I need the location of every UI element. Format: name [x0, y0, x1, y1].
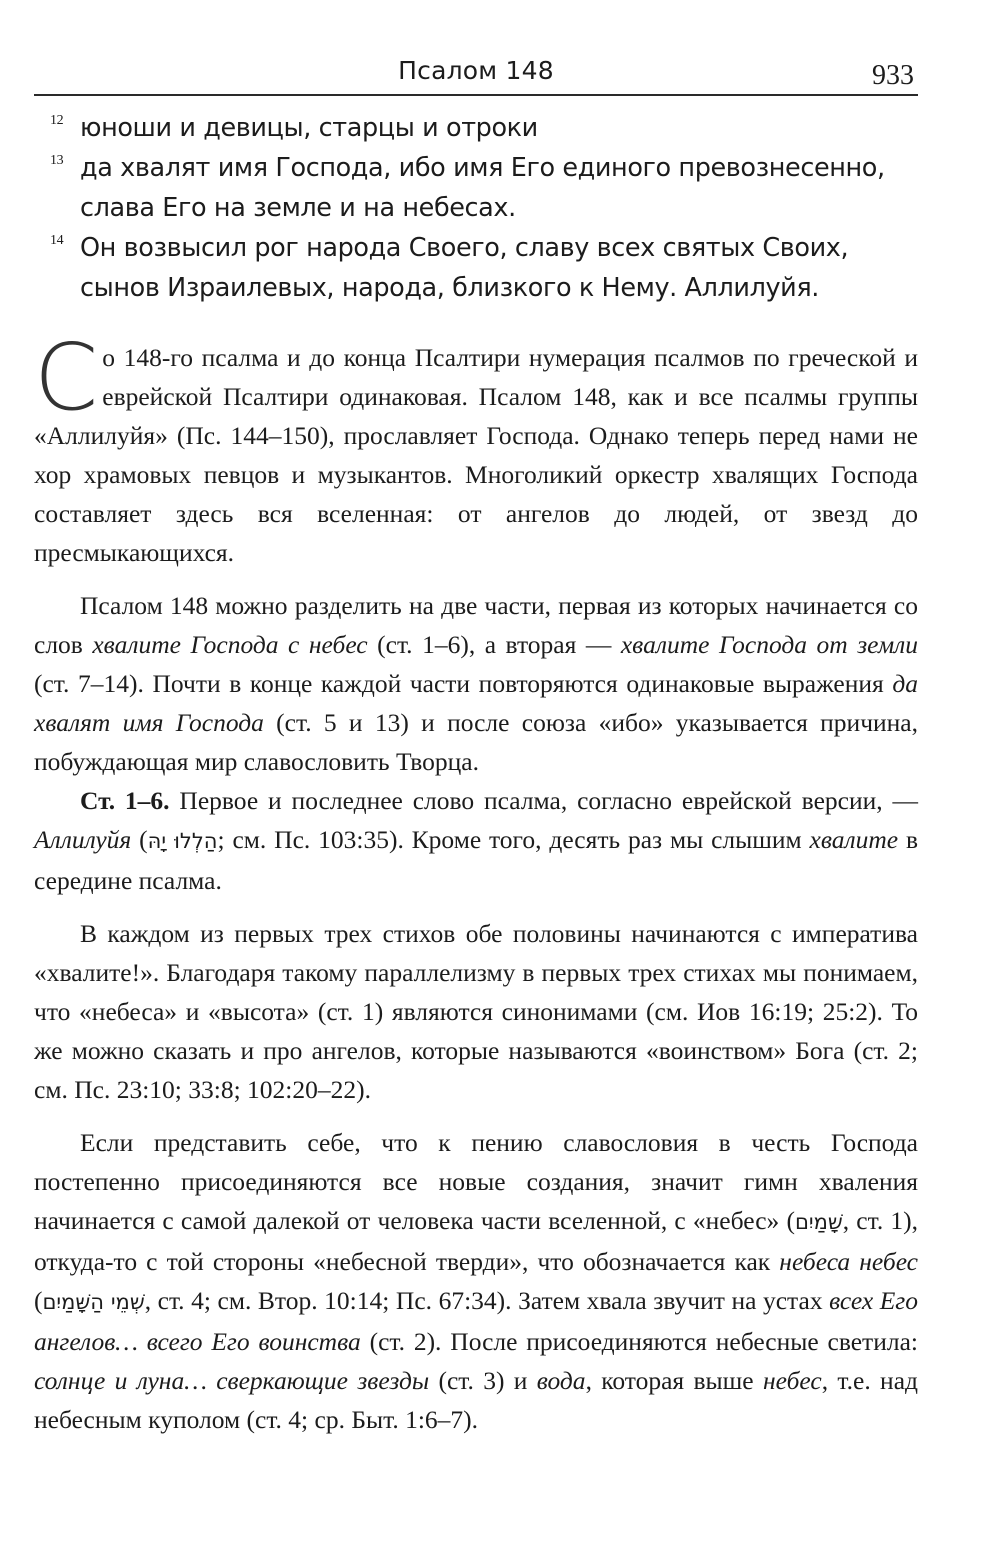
text-run: Первое и последнее слово псалма, согласно еврейской версии, —: [169, 786, 918, 815]
commentary-paragraph-creation: [34, 1123, 918, 1439]
text-run: , ст. 4; см. Втор. 10:14; Пс. 67:34). Затем хвала звучит на устах: [144, 1286, 830, 1315]
psalm-text: [34, 108, 918, 308]
text-run: ; см. Пс. 103:35). Кроме того, десять раз мы слышим: [217, 825, 810, 854]
commentary: [34, 324, 919, 1439]
book-page: [34, 50, 918, 1439]
quoted-phrase: солнце и луна… сверкающие звезды: [34, 1366, 430, 1395]
drop-cap: С: [34, 324, 99, 431]
text-run: , ст. 1), откуда-то с той стороны «небесной тверди», что обозначается как: [34, 1206, 918, 1276]
paragraph-text: В каждом из первых трех стихов обе половины начинаются с императива «хвалите!». Благодаря такому параллелизму в первых трех стихах мы понимаем, что «небеса» и «высота» (ст. 1) являются синонимами (см. Иов 16:19; 25:2). То же можно сказать и про ангелов, которые называются «воинством» Бога (ст. 2; см. Пс. 23:10; 33:8; 102:20–22).: [34, 919, 918, 1104]
paragraph-text: о 148-го псалма и до конца Псалтири нумерация псалмов по греческой и еврейской Псалтири одинаковая. Псалом 148, как и все псалмы группы «Аллилуйя» (Пс. 144–150), прославляет Господа. Однако теперь перед нами не хор храмовых певцов и музыкантов. Многоликий оркестр хвалящих Господа составляет здесь вся вселенная: от ангелов до людей, от звезд до пресмыкающихся.: [34, 343, 918, 567]
text-run: (ст. 7–14). Почти в конце каждой части повторяются одинаковые выражения: [34, 669, 893, 698]
psalm-verse: [34, 108, 918, 148]
quoted-phrase: небеса небес: [779, 1247, 918, 1276]
hebrew-word: שְׁמֵי הַשָּׁמַיִם: [42, 1290, 145, 1314]
hebrew-word: הַלְלוּ יָהּ: [147, 829, 218, 853]
running-title: Псалом 148: [398, 56, 554, 85]
running-header: [34, 50, 918, 96]
page-number: 933: [872, 60, 914, 91]
quoted-phrase: небес: [762, 1366, 822, 1395]
text-run: (ст. 3) и: [429, 1366, 537, 1395]
quoted-phrase: хвалите Господа от земли: [620, 630, 918, 659]
psalm-verse: [34, 148, 918, 228]
quoted-phrase: всех Его ангелов… всего Его воинства: [34, 1286, 918, 1356]
text-run: в середине псалма.: [34, 825, 919, 895]
verse-number: 12: [50, 113, 64, 128]
text-run: (: [131, 825, 148, 854]
text-run: Если представить себе, что к пению славословия в честь Господа постепенно присоединяются все новые создания, значит гимн хваления начинается с самой далекой от человека части вселенной, с «небес» (: [34, 1128, 918, 1235]
verse-range-heading: Ст. 1–6.: [80, 786, 170, 815]
commentary-paragraph-verses-1-6: [34, 781, 918, 900]
psalm-verse: [34, 228, 918, 308]
text-run: , т.е. над небесным куполом (ст. 4; ср. Быт. 1:6–7).: [34, 1366, 918, 1434]
quoted-phrase: хвалите: [809, 825, 899, 854]
commentary-paragraph-intro: [34, 324, 918, 572]
quoted-phrase: да хвалят имя Господа: [34, 669, 918, 737]
commentary-paragraph-structure: [34, 586, 918, 781]
text-run: (: [34, 1286, 43, 1315]
verse-number: 13: [50, 153, 64, 168]
quoted-phrase: вода: [536, 1366, 586, 1395]
text-run: (ст. 1–6), а вторая —: [367, 630, 621, 659]
hebrew-word: שָׁמַיִם: [794, 1210, 843, 1234]
verse-text: юноши и девицы, старцы и отроки: [80, 113, 538, 143]
text-run: (ст. 2). После присоединяются небесные светила:: [360, 1327, 918, 1356]
commentary-paragraph-parallelism: [34, 914, 918, 1109]
verse-text: да хвалят имя Господа, ибо имя Его единого превознесенно, слава Его на земле и на небесах.: [80, 153, 885, 223]
verse-number: 14: [50, 233, 64, 248]
text-run: Псалом 148 можно разделить на две части, первая из которых начинается со слов: [34, 591, 918, 659]
quoted-phrase: Аллилуйя: [34, 825, 132, 854]
text-run: (ст. 5 и 13) и после союза «ибо» указывается причина, побуждающая мир славословить Творца.: [34, 708, 918, 776]
verse-text: Он возвысил рог народа Своего, славу всех святых Своих, сынов Израилевых, народа, близкого к Нему. Аллилуйя.: [80, 233, 849, 303]
text-run: , которая выше: [585, 1366, 763, 1395]
quoted-phrase: хвалите Господа с небес: [92, 630, 368, 659]
